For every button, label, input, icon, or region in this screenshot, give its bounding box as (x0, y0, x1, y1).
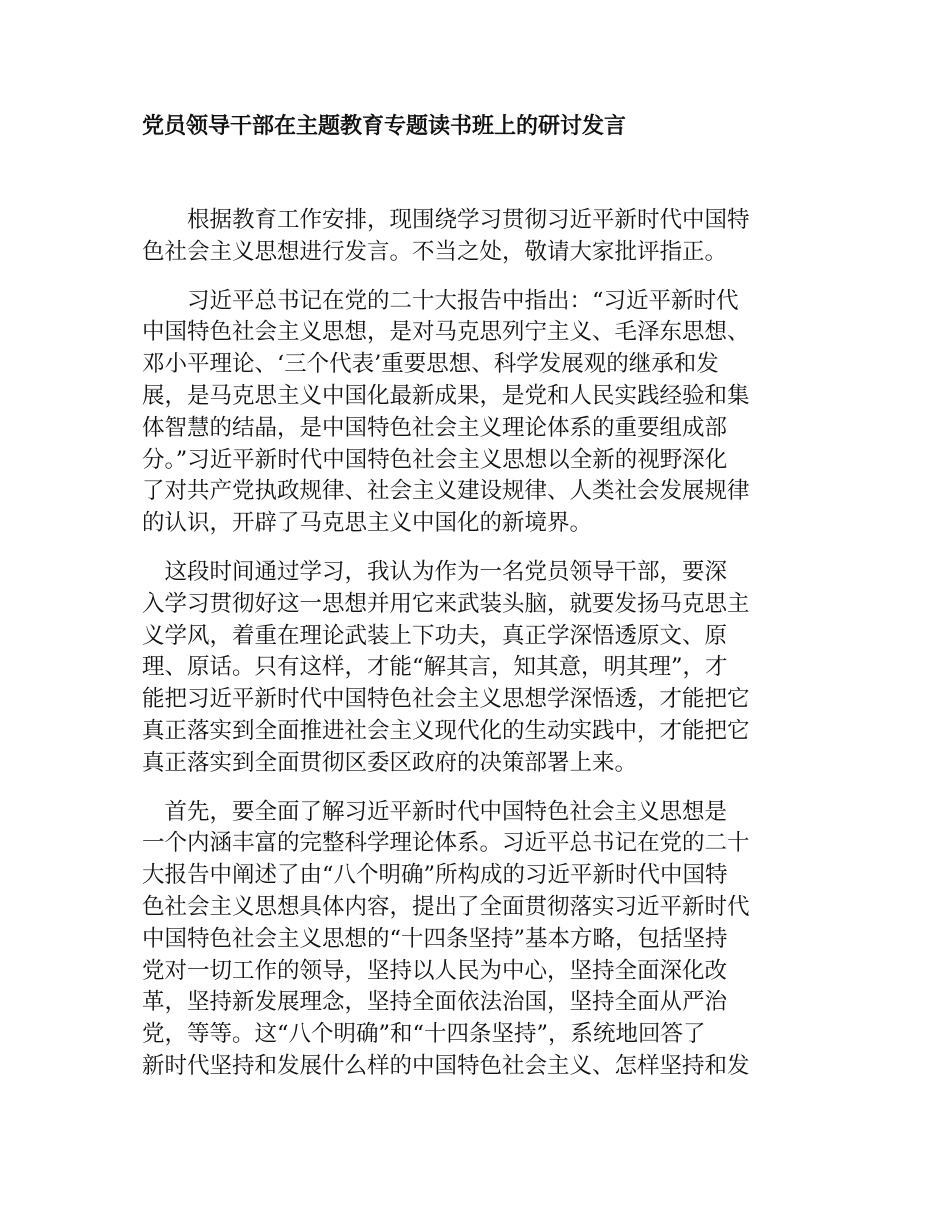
text-line: 邓小平理论、‘三个代表’重要思想、科学发展观的继承和发 (142, 351, 719, 378)
text-line: 了对共产党执政规律、社会主义建设规律、人类社会发展规律 (142, 478, 750, 505)
text-line: 入学习贯彻好这一思想并用它来武装头脑，就要发扬马克思主 (142, 590, 750, 617)
text-line: 新时代坚持和发展什么样的中国特色社会主义、怎样坚持和发 (142, 1052, 750, 1079)
document-title: 党员领导干部在主题教育专题读书班上的研讨发言 (142, 114, 627, 139)
paragraph-2 (142, 286, 810, 540)
paragraph-1 (142, 205, 810, 269)
text-line: 体智慧的结晶，是中国特色社会主义理论体系的重要组成部 (142, 414, 728, 441)
text-line: 色社会主义思想具体内容，提出了全面贯彻落实习近平新时代 (142, 893, 750, 920)
text-line: 色社会主义思想进行发言。不当之处，敬请大家批评指正。 (142, 238, 728, 265)
text-line: 分。”习近平新时代中国特色社会主义思想以全新的视野深化 (142, 446, 728, 473)
text-line: 中国特色社会主义思想的“十四条坚持”基本方略，包括坚持 (142, 925, 728, 952)
text-line: 中国特色社会主义思想，是对马克思列宁主义、毛泽东思想、 (142, 319, 750, 346)
text-line: 一个内涵丰富的完整科学理论体系。习近平总书记在党的二十 (142, 830, 750, 857)
text-line: 真正落实到全面贯彻区委区政府的决策部署上来。 (142, 749, 638, 776)
text-line: 革，坚持新发展理念，坚持全面依法治国，坚持全面从严治 (142, 989, 728, 1016)
text-line: 理、原话。只有这样，才能“解其言，知其意，明其理”，才 (142, 654, 728, 681)
text-line: 的认识，开辟了马克思主义中国化的新境界。 (142, 510, 593, 537)
text-line: 首先，要全面了解习近平新时代中国特色社会主义思想是 (142, 798, 728, 825)
paragraph-4 (142, 797, 810, 1083)
text-line: 习近平总书记在党的二十大报告中指出：“习近平新时代 (142, 287, 739, 314)
text-line: 大报告中阐述了由“八个明确”所构成的习近平新时代中国特 (142, 862, 728, 889)
text-line: 这段时间通过学习，我认为作为一名党员领导干部，要深 (142, 558, 728, 585)
text-line: 真正落实到全面推进社会主义现代化的生动实践中，才能把它 (142, 717, 750, 744)
text-line: 展，是马克思主义中国化最新成果，是党和人民实践经验和集 (142, 382, 750, 409)
text-line: 党，等等。这“八个明确”和“十四条坚持”，系统地回答了 (142, 1021, 706, 1048)
document-body (142, 205, 810, 1083)
text-line: 能把习近平新时代中国特色社会主义思想学深悟透，才能把它 (142, 686, 750, 713)
text-line: 义学风，着重在理论武装上下功夫，真正学深悟透原文、原 (142, 622, 728, 649)
text-line: 根据教育工作安排，现围绕学习贯彻习近平新时代中国特 (142, 207, 750, 233)
paragraph-3 (142, 557, 810, 780)
text-line: 党对一切工作的领导，坚持以人民为中心，坚持全面深化改 (142, 957, 728, 984)
